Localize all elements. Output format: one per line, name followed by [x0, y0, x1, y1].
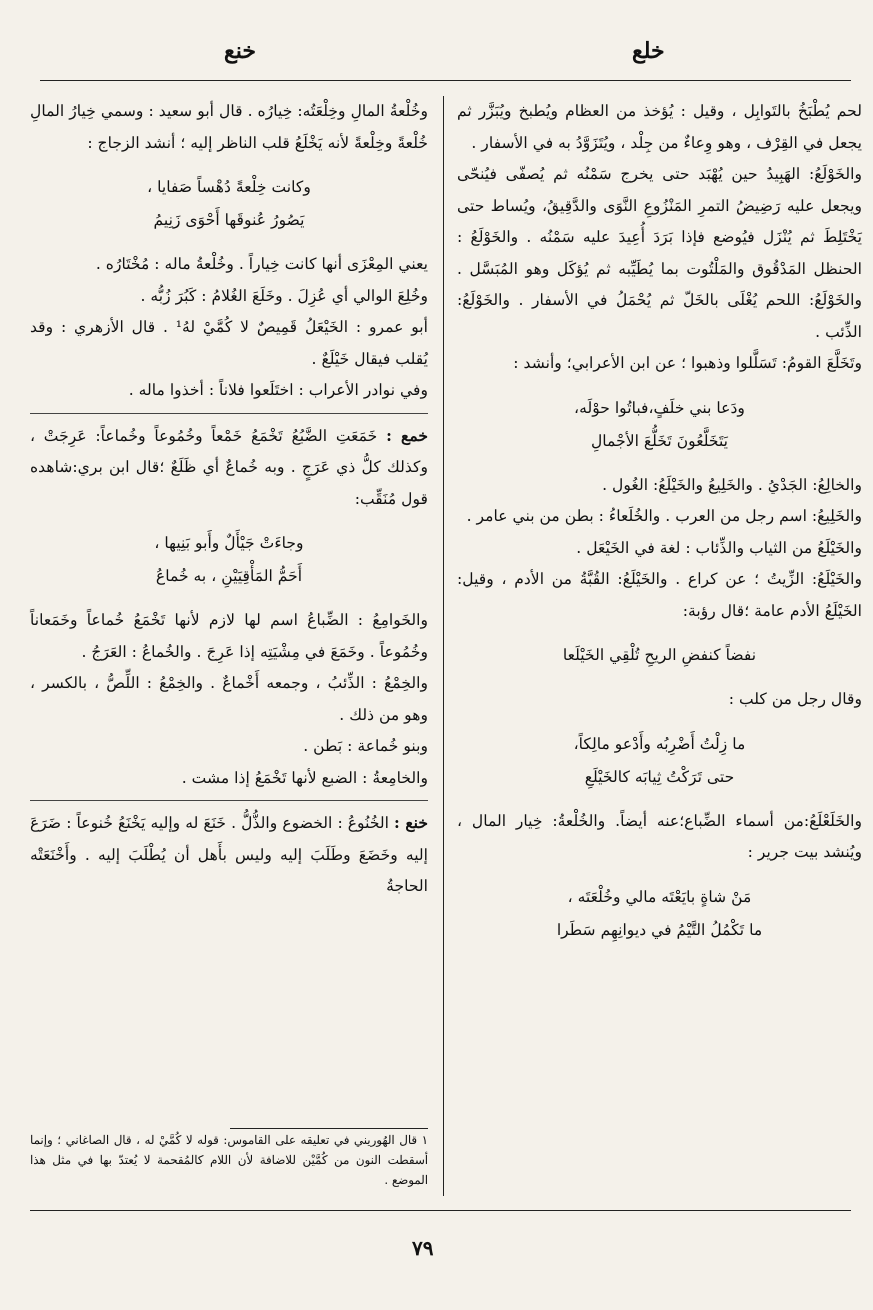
page-number: ٧٩ — [412, 1236, 434, 1260]
paragraph: أبو عمرو : الخَيْعَلُ قَمِيصٌ لا كُمَّيْ لهُ¹ . قال الأزهري : وقد يُقلب فيقال خَيْلَعٌ . — [30, 318, 428, 368]
verse-line: وكانت خِلْعةً دُهْساً صَفايا ، — [147, 178, 311, 196]
verse-line: يَتَخَلَّعُونَ تَخَلُّعَ الأجْمالِ — [590, 431, 729, 450]
entry-khama — [30, 420, 428, 516]
right-column — [457, 96, 862, 959]
entry-separator — [30, 413, 428, 414]
paragraph: والخالِعُ: الجَدْيُ . والخَلِيعُ والخَيْلَعُ: الغُول . — [602, 475, 862, 494]
verse-line: حتى تَرَكْتُ ثِيابَه كالخَيْلَعِ — [584, 767, 735, 786]
verse-line: ودَعا بني خلَفٍ،فباتُوا حوْلَه، — [574, 398, 745, 417]
entry-khanaa — [30, 807, 428, 903]
paragraph: والخَيْلَعُ: الزِّيتُ ؛ عن كراع . والخَيْلَعُ: القُبَّةُ من الأدم ، وقيل: الخَيْلَعُ الأدم عامة ؛قال رؤبة: — [457, 570, 862, 620]
paragraph: والخَلَعْلَعُ:من أسماء الضِّباع؛عنه أيضاً. والخُلْعةُ: خِيار المال ، ويُنشد بيت جرير : — [457, 811, 862, 861]
paragraph: والخَوامِعُ : الضِّباعُ اسم لها لازم لأنها تَخْمَعُ خُماعاً وخَمَعاناً وخُمُوعاً . وخَمَعَ في مِشْيَتِه إذا عَرِجَ . والخُماعُ : العَرَجُ . — [30, 611, 428, 661]
footnote: ١ قال الهُوريني في تعليقه على القاموس: قوله لا كُمَّيْ له ، قال الصاغاني ؛ وإنما أسقطت النون من كُمَّيْن للاضافة لأن اللام كالمُقحمة لا يُعتدّ بها في مثل هذا الموضع . — [30, 1133, 428, 1187]
verse-block — [457, 639, 862, 672]
paragraph: والخامِعةُ : الضبع لأنها تَخْمَعُ إذا مشت . — [181, 768, 428, 787]
verse-line: ما تَكْمُلُ التَّيْمُ في ديوانِهِم سَطَرا — [556, 920, 763, 939]
left-column — [30, 96, 428, 903]
page-header-left-title: خنع — [224, 38, 256, 64]
footer-rule — [30, 1210, 851, 1211]
verse-line: مَنْ شاةٍ بايَعْتَه مالي وخُلْعَتَه ، — [567, 887, 752, 906]
entry-separator — [30, 800, 428, 801]
verse-block — [30, 171, 428, 237]
verse-block — [457, 728, 862, 794]
verse-line: نفضاً كنفضِ الريحِ تُلْقِي الخَيْلَعا — [562, 646, 757, 664]
paragraph: وقال رجل من كلب : — [728, 690, 862, 708]
entry-headword: خنع : — [394, 813, 428, 832]
verse-line: أَحَمُّ المَأْقِيَيْنِ ، به خُماعُ — [155, 567, 303, 585]
paragraph: يعني المِعْزَى أنها كانت خِياراً . وخُلْعةُ ماله : مُخْتَارُه . — [95, 255, 428, 273]
entry-headword: خمع : — [386, 425, 428, 445]
column-divider — [443, 96, 444, 1196]
verse-block — [30, 527, 428, 593]
entry-text: الخُنُوعُ : الخضوع والذُّلُّ . خَنَعَ له وإليه يَخْنَعُ خُنوعاً : ضَرَعَ إليه وخَضَعَ وطَلَبَ إليه وليس بأَهل أن يُطْلَبَ إليه . وأَخْنَعَتْه الحاجةُ — [30, 814, 428, 895]
paragraph: والخَلِيعُ: اسم رجل من العرب . والخُلَعاءُ : بطن من بني عامر . — [466, 507, 862, 525]
paragraph: وخُلْعةُ المالِ وخِلْعَتُه: خِيارُه . قال أبو سعيد : وسمي خِيارُ المالِ خُلْعةً وخِلْعةً لأنه يَخْلَعُ قلب الناظر إليه ؛ أنشد الزجاج : — [30, 102, 428, 152]
verse-line: وجاءَتْ جَيْأَلٌ وأَبو بَنِيها ، — [154, 534, 304, 552]
paragraph: والخِمْعُ : الذِّئبُ ، وجمعه أَخْماعٌ . والخِمْعُ : اللِّصُّ ، بالكسر ، وهو من ذلك . — [30, 674, 428, 724]
paragraph: والخَيْلَعُ من الثياب والذِّئاب : لغة في الخَيْعَل . — [576, 538, 862, 557]
paragraph: لحم يُطْبَخُ بالتَوابِل ، وقيل : يُؤخذ من العظام ويُطبخ ويُبَزَّر ثم يجعل في القِرْف ، وهو وِعاءٌ من جِلْد ، ويُتَزَوَّدُ به في الأسفار . — [457, 102, 862, 152]
paragraph: وتَخَلَّعَ القومُ: تَسَلَّلوا وذهبوا ؛ عن ابن الأعرابي؛ وأنشد : — [513, 354, 862, 372]
footnote-rule — [230, 1128, 428, 1129]
header-rule — [40, 80, 851, 81]
entry-text: خَمَعَتِ الضَّبُعُ تَخْمَعُ خَمْعاً وخُمُوعاً وخُماعاً: عَرِجَتْ ، وكذلك كلُّ ذي عَرَجٍ . وبه خُماعٌ أي ظَلَعٌ ؛قال ابن بري:شاهده قول مُنَقِّب: — [30, 426, 428, 508]
verse-line: ما زِلْتُ أَضْرِبُه وأَدْعو مالِكاً، — [573, 734, 746, 753]
paragraph: وفي نوادر الأعراب : اختَلَعوا فلاناً : أخذوا ماله . — [128, 381, 428, 399]
paragraph: والخَوْلَعُ: الهَبِيدُ حين يُهْبَد حتى يخرج سَمْنُه ثم يُصفّى فيُنحّى ويجعل عليه رَضِيضُ التمرِ المَنْزُوعِ النَّوَى والدَّقِيقُ، ويُساط حتى يَخْتَلِطَ ثم يُنْزَل فيُوضع فإذا بَرَدَ أُعِيدَ عليه سَمْنُه . والخَوْلَعُ : الحنظل المَدْقُوق والمَلْتُوت بما يُطَيِّبه ثم يُؤكَل وهو المُبَسَّل . والخَوْلَعُ: اللحم يُغْلَى بالخَلّ ثم يُحْمَلُ في الأسفار . والخَوْلَعُ: الذِّئب . — [457, 165, 862, 341]
verse-block — [457, 881, 862, 947]
verse-block — [457, 392, 862, 458]
verse-line: يَصُورُ عُنوقَها أَحْوَى زَنِيمُ — [153, 211, 305, 229]
page-header-right-title: خلع — [632, 38, 665, 64]
paragraph: وخُلِعَ الوالي أي عُزِلَ . وخَلَعَ الغُلامُ : كَبُرَ زُبُّه . — [140, 286, 428, 305]
paragraph: وبنو خُماعة : بَطن . — [303, 737, 428, 755]
